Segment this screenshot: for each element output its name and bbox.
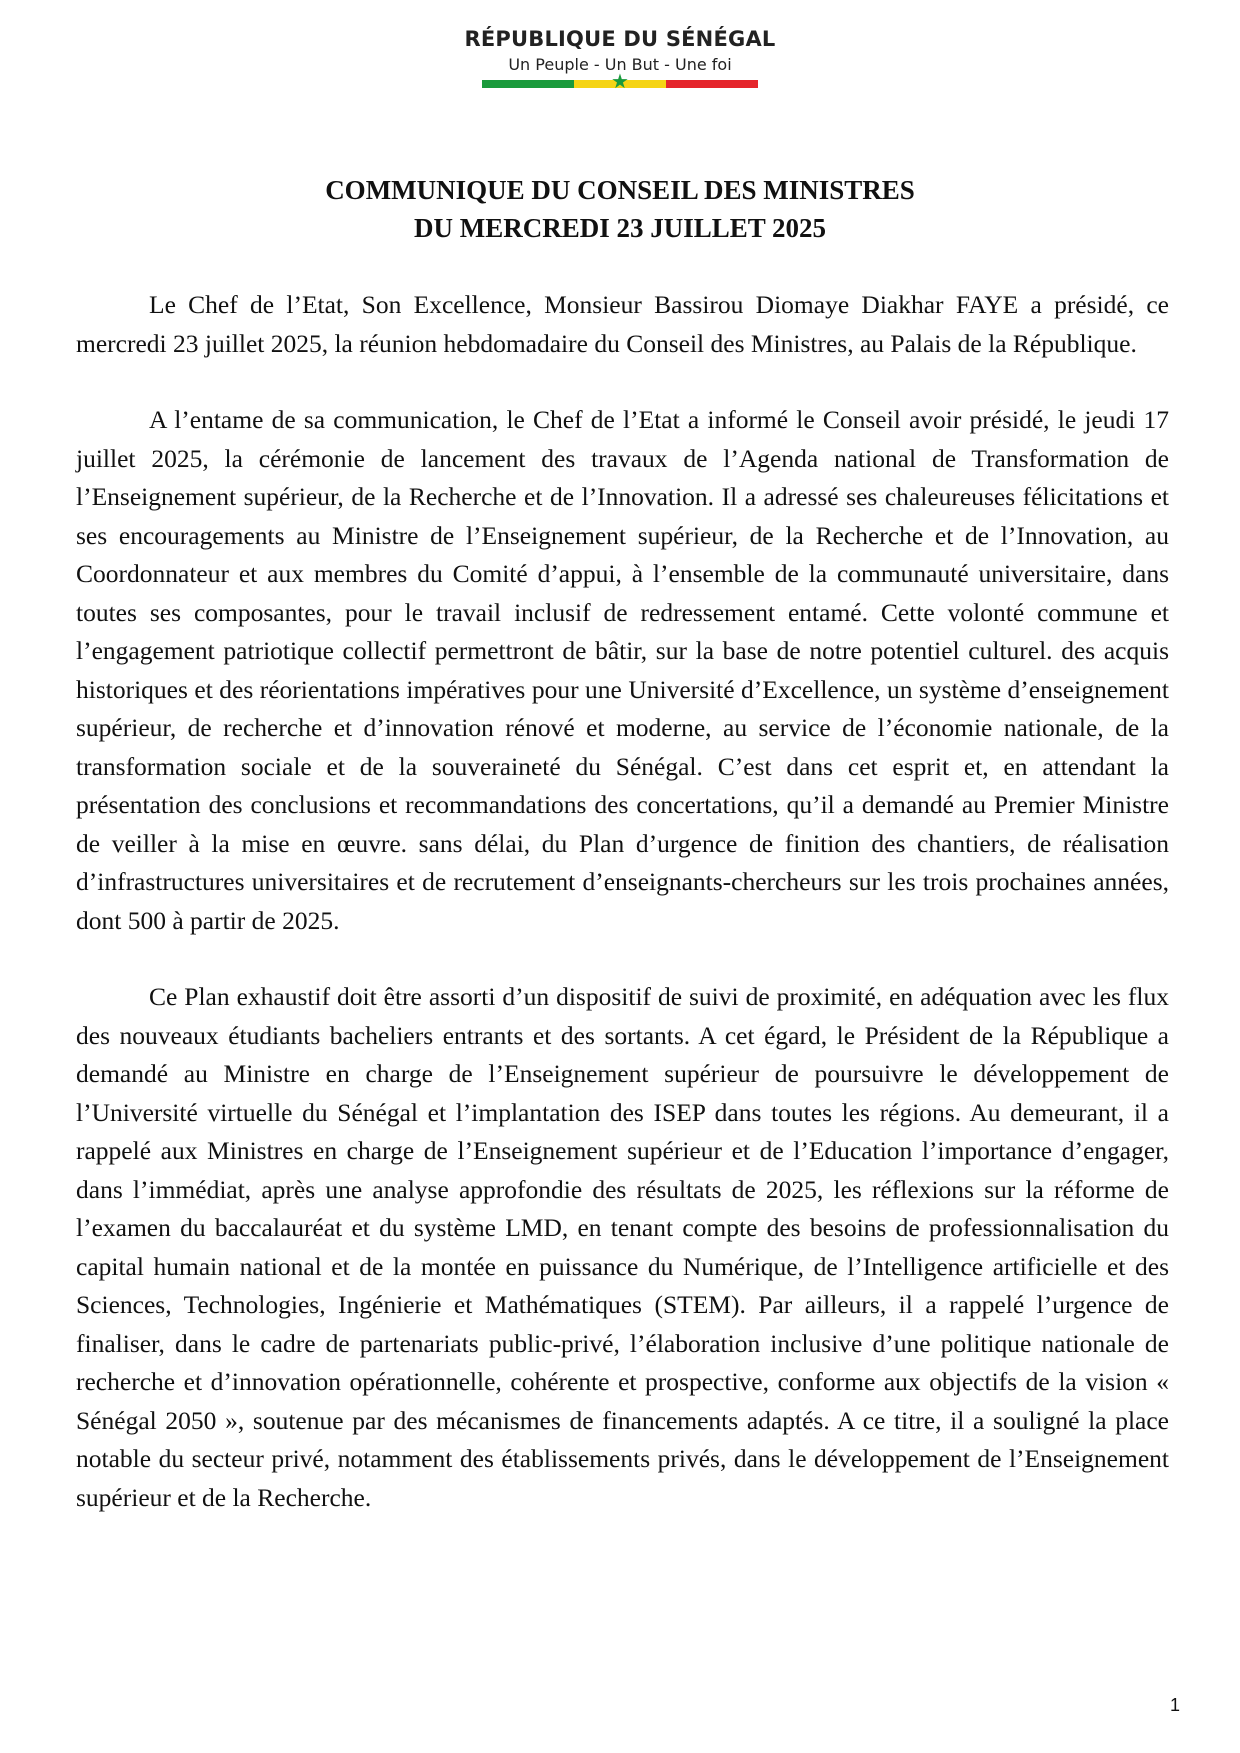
letterhead <box>0 26 1240 93</box>
country-name: RÉPUBLIQUE DU SÉNÉGAL <box>464 27 776 51</box>
page-number: 1 <box>1169 1695 1180 1715</box>
title-line-2: DU MERCREDI 23 JUILLET 2025 <box>413 213 827 243</box>
paragraph-1: Le Chef de l’Etat, Son Excellence, Monsieur Bassirou Diomaye Diakhar FAYE a présidé, ce mercredi 23 juillet 2025, la réunion hebdomadaire du Conseil des Ministres, au Palais de la République. <box>76 290 1169 358</box>
flag-stripe <box>482 69 758 93</box>
document-title <box>0 171 1240 247</box>
flag-green <box>482 80 574 88</box>
title-line-1: COMMUNIQUE DU CONSEIL DES MINISTRES <box>325 175 915 205</box>
national-motto: Un Peuple - Un But - Une foi <box>508 55 732 74</box>
document-body <box>76 286 1169 1555</box>
flag-red <box>666 80 758 88</box>
paragraph-3: Ce Plan exhaustif doit être assorti d’un dispositif de suivi de proximité, en adéquation avec les flux des nouveaux étudiants bacheliers entrants et des sortants. A cet égard, le Président de la République a demandé au Ministre en charge de l’Enseignement supérieur de poursuivre le développement de l’Université virtuelle du Sénégal et l’implantation des ISEP dans toutes les régions. Au demeurant, il a rappelé aux Ministres en charge de l’Enseignement supérieur et de l’Education l’importance d’engager, dans l’immédiat, après une analyse approfondie des résultats de 2025, les réflexions sur la réforme de l’examen du baccalauréat et du système LMD, en tenant compte des besoins de professionnalisation du capital humain national et de la montée en puissance du Numérique, de l’Intelligence artificielle et des Sciences, Technologies, Ingénierie et Mathématiques (STEM). Par ailleurs, il a rappelé l’urgence de finaliser, dans le cadre de partenariats public-privé, l’élaboration inclusive d’une politique nationale de recherche et d’innovation opérationnelle, cohérente et prospective, conforme aux objectifs de la vision « Sénégal 2050 », soutenue par des mécanismes de financements adaptés. A ce titre, il a souligné la place notable du secteur privé, notamment des établissements privés, dans le développement de l’Enseignement supérieur et de la Recherche. <box>76 982 1169 1512</box>
paragraph-2: A l’entame de sa communication, le Chef de l’Etat a informé le Conseil avoir présidé, le jeudi 17 juillet 2025, la cérémonie de lancement des travaux de l’Agenda national de Transformation de l’Enseignement supérieur, de la Recherche et de l’Innovation. Il a adressé ses chaleureuses félicitations et ses encouragements au Ministre de l’Enseignement supérieur, de la Recherche et de l’Innovation, au Coordonnateur et aux membres du Comité d’appui, à l’ensemble de la communauté universitaire, dans toutes ses composantes, pour le travail inclusif de redressement entamé. Cette volonté commune et l’engagement patriotique collectif permettront de bâtir, sur la base de notre potentiel culturel. des acquis historiques et des réorientations impératives pour une Université d’Excellence, un système d’enseignement supérieur, de recherche et d’innovation rénové et moderne, au service de l’économie nationale, de la transformation sociale et de la souveraineté du Sénégal. C’est dans cet esprit et, en attendant la présentation des conclusions et recommandations des concertations, qu’il a demandé au Premier Ministre de veiller à la mise en œuvre. sans délai, du Plan d’urgence de finition des chantiers, de réalisation d’infrastructures universitaires et de recrutement d’enseignants-chercheurs sur les trois prochaines années, dont 500 à partir de 2025. <box>76 405 1169 935</box>
star-icon: ★ <box>611 69 629 93</box>
